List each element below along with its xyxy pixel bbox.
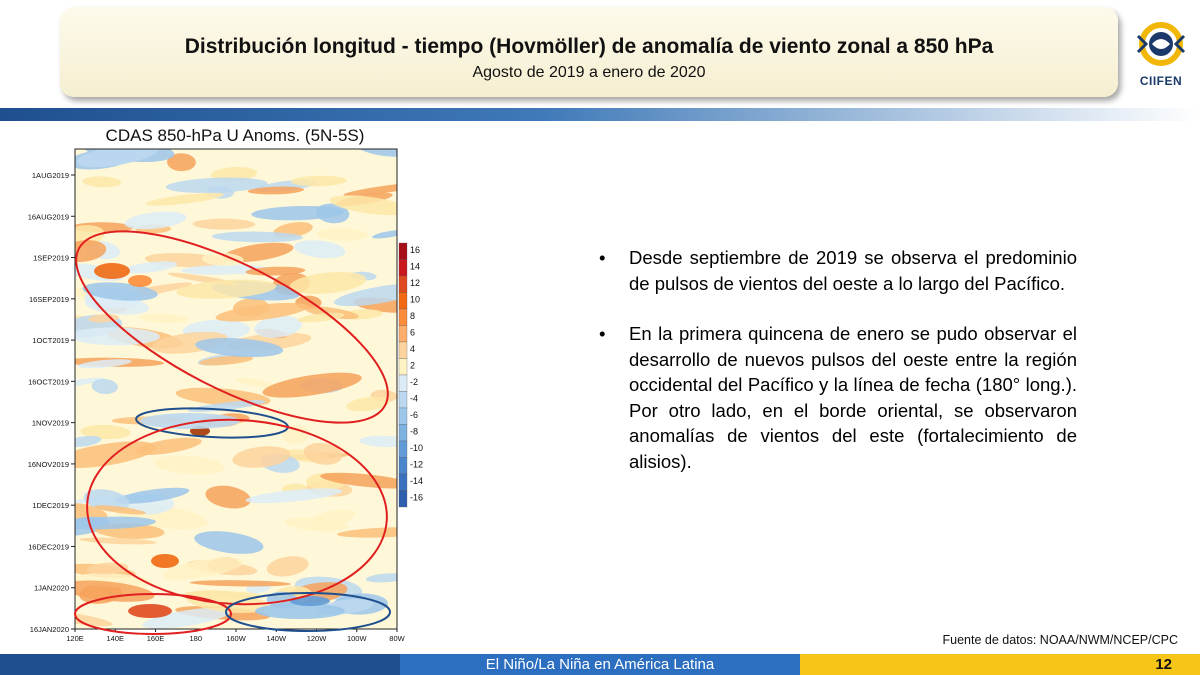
y-tick-label: 1DEC2019: [32, 501, 69, 511]
y-tick-label: 16AUG2019: [27, 212, 69, 222]
bullet-marker: •: [599, 323, 606, 344]
x-tick-label: 140E: [106, 634, 125, 643]
footer-title: El Niño/La Niña en América Latina: [400, 654, 800, 675]
colorbar-swatch: [399, 359, 407, 376]
x-tick-label: 160E: [146, 634, 165, 643]
anomaly-core: [255, 603, 345, 619]
footer-left-bar: [0, 654, 400, 675]
anomaly-core: [128, 275, 152, 287]
colorbar-swatch: [399, 260, 407, 277]
y-tick-label: 1NOV2019: [31, 418, 69, 428]
colorbar-swatch: [399, 474, 407, 491]
anomaly-field: [39, 136, 435, 633]
y-tick-label: 1OCT2019: [32, 336, 69, 346]
colorbar-label: 6: [410, 327, 416, 338]
colorbar-swatch: [399, 326, 407, 343]
anomaly-core: [128, 604, 172, 618]
colorbar-label: 10: [410, 294, 421, 305]
colorbar-swatch: [399, 408, 407, 425]
bullet-marker: •: [599, 247, 606, 268]
footer-right-bar: [800, 654, 1200, 675]
colorbar: [399, 243, 423, 507]
anomaly-core: [290, 596, 330, 606]
y-axis: [28, 171, 75, 634]
colorbar-label: -2: [410, 377, 419, 387]
anomaly-core: [94, 263, 130, 279]
colorbar-swatch: [399, 491, 407, 508]
colorbar-swatch: [399, 243, 407, 260]
colorbar-label: -14: [410, 476, 424, 486]
colorbar-label: 14: [410, 261, 421, 272]
colorbar-swatch: [399, 441, 407, 458]
slide-subtitle: Agosto de 2019 a enero de 2020: [472, 64, 706, 81]
x-tick-label: 80W: [389, 634, 405, 643]
colorbar-label: -4: [410, 393, 419, 404]
globe-icon: [1128, 14, 1194, 74]
colorbar-label: 16: [410, 245, 421, 255]
bullet-item: [597, 321, 1077, 474]
colorbar-label: -16: [410, 492, 424, 503]
colorbar-label: -12: [410, 459, 424, 470]
y-tick-label: 16JAN2020: [29, 625, 69, 634]
page-number: 12: [1155, 656, 1172, 673]
ciifen-logo: [1128, 14, 1194, 94]
x-tick-label: 160W: [226, 634, 246, 643]
x-tick-label: 140W: [266, 634, 287, 643]
hovmoller-svg: [0, 121, 424, 646]
bullet-item: [597, 245, 1077, 296]
y-tick-label: 1SEP2019: [33, 253, 69, 263]
slide-title: Distribución longitud - tiempo (Hovmöller) de anomalía de viento zonal a 850 hPa: [184, 35, 994, 58]
colorbar-swatch: [399, 375, 407, 392]
y-tick-label: 16NOV2019: [27, 459, 69, 469]
x-tick-label: 180: [189, 634, 203, 643]
colorbar-swatch: [399, 392, 407, 409]
bullet-text: En la primera quincena de enero se pudo observar el desarrollo de nuevos pulsos del oeste entre la región occidental del Pacífico y la línea de fecha (180° long.). Por otro lado, en el borde oriental, se observaron anomalías de vientos del este (fortalecimiento de alisios).: [629, 323, 1077, 472]
colorbar-label: 12: [410, 278, 421, 288]
y-tick-label: 1JAN2020: [33, 583, 69, 593]
logo-text: CIIFEN: [1139, 74, 1183, 88]
title-box: [60, 7, 1118, 97]
colorbar-swatch: [399, 309, 407, 326]
x-tick-label: 100W: [346, 634, 367, 643]
y-tick-label: 16OCT2019: [28, 377, 69, 387]
anomaly-core: [151, 554, 179, 568]
colorbar-label: -10: [410, 443, 424, 453]
colorbar-label: 2: [410, 360, 416, 371]
x-tick-label: 120W: [306, 634, 327, 643]
colorbar-label: 8: [410, 311, 416, 321]
colorbar-swatch: [399, 458, 407, 475]
y-tick-label: 16DEC2019: [28, 542, 69, 552]
header-band: [0, 108, 1200, 121]
chart-title: CDAS 850-hPa U Anoms. (5N-5S): [105, 126, 365, 145]
x-tick-label: 120E: [66, 634, 84, 643]
bullet-list: [597, 245, 1077, 499]
hovmoller-chart: [0, 121, 424, 646]
y-tick-label: 16SEP2019: [28, 294, 69, 304]
colorbar-label: 4: [410, 344, 416, 354]
colorbar-swatch: [399, 342, 407, 359]
colorbar-swatch: [399, 293, 407, 310]
colorbar-swatch: [399, 425, 407, 442]
data-source: Fuente de datos: NOAA/NWM/NCEP/CPC: [942, 633, 1178, 647]
colorbar-label: -6: [410, 410, 419, 420]
y-tick-label: 1AUG2019: [31, 171, 69, 180]
colorbar-label: -8: [410, 426, 419, 437]
bullet-text: Desde septiembre de 2019 se observa el predominio de pulsos de vientos del oeste a lo largo del Pacífico.: [629, 247, 1077, 294]
anomaly-core: [140, 413, 240, 429]
colorbar-swatch: [399, 276, 407, 293]
